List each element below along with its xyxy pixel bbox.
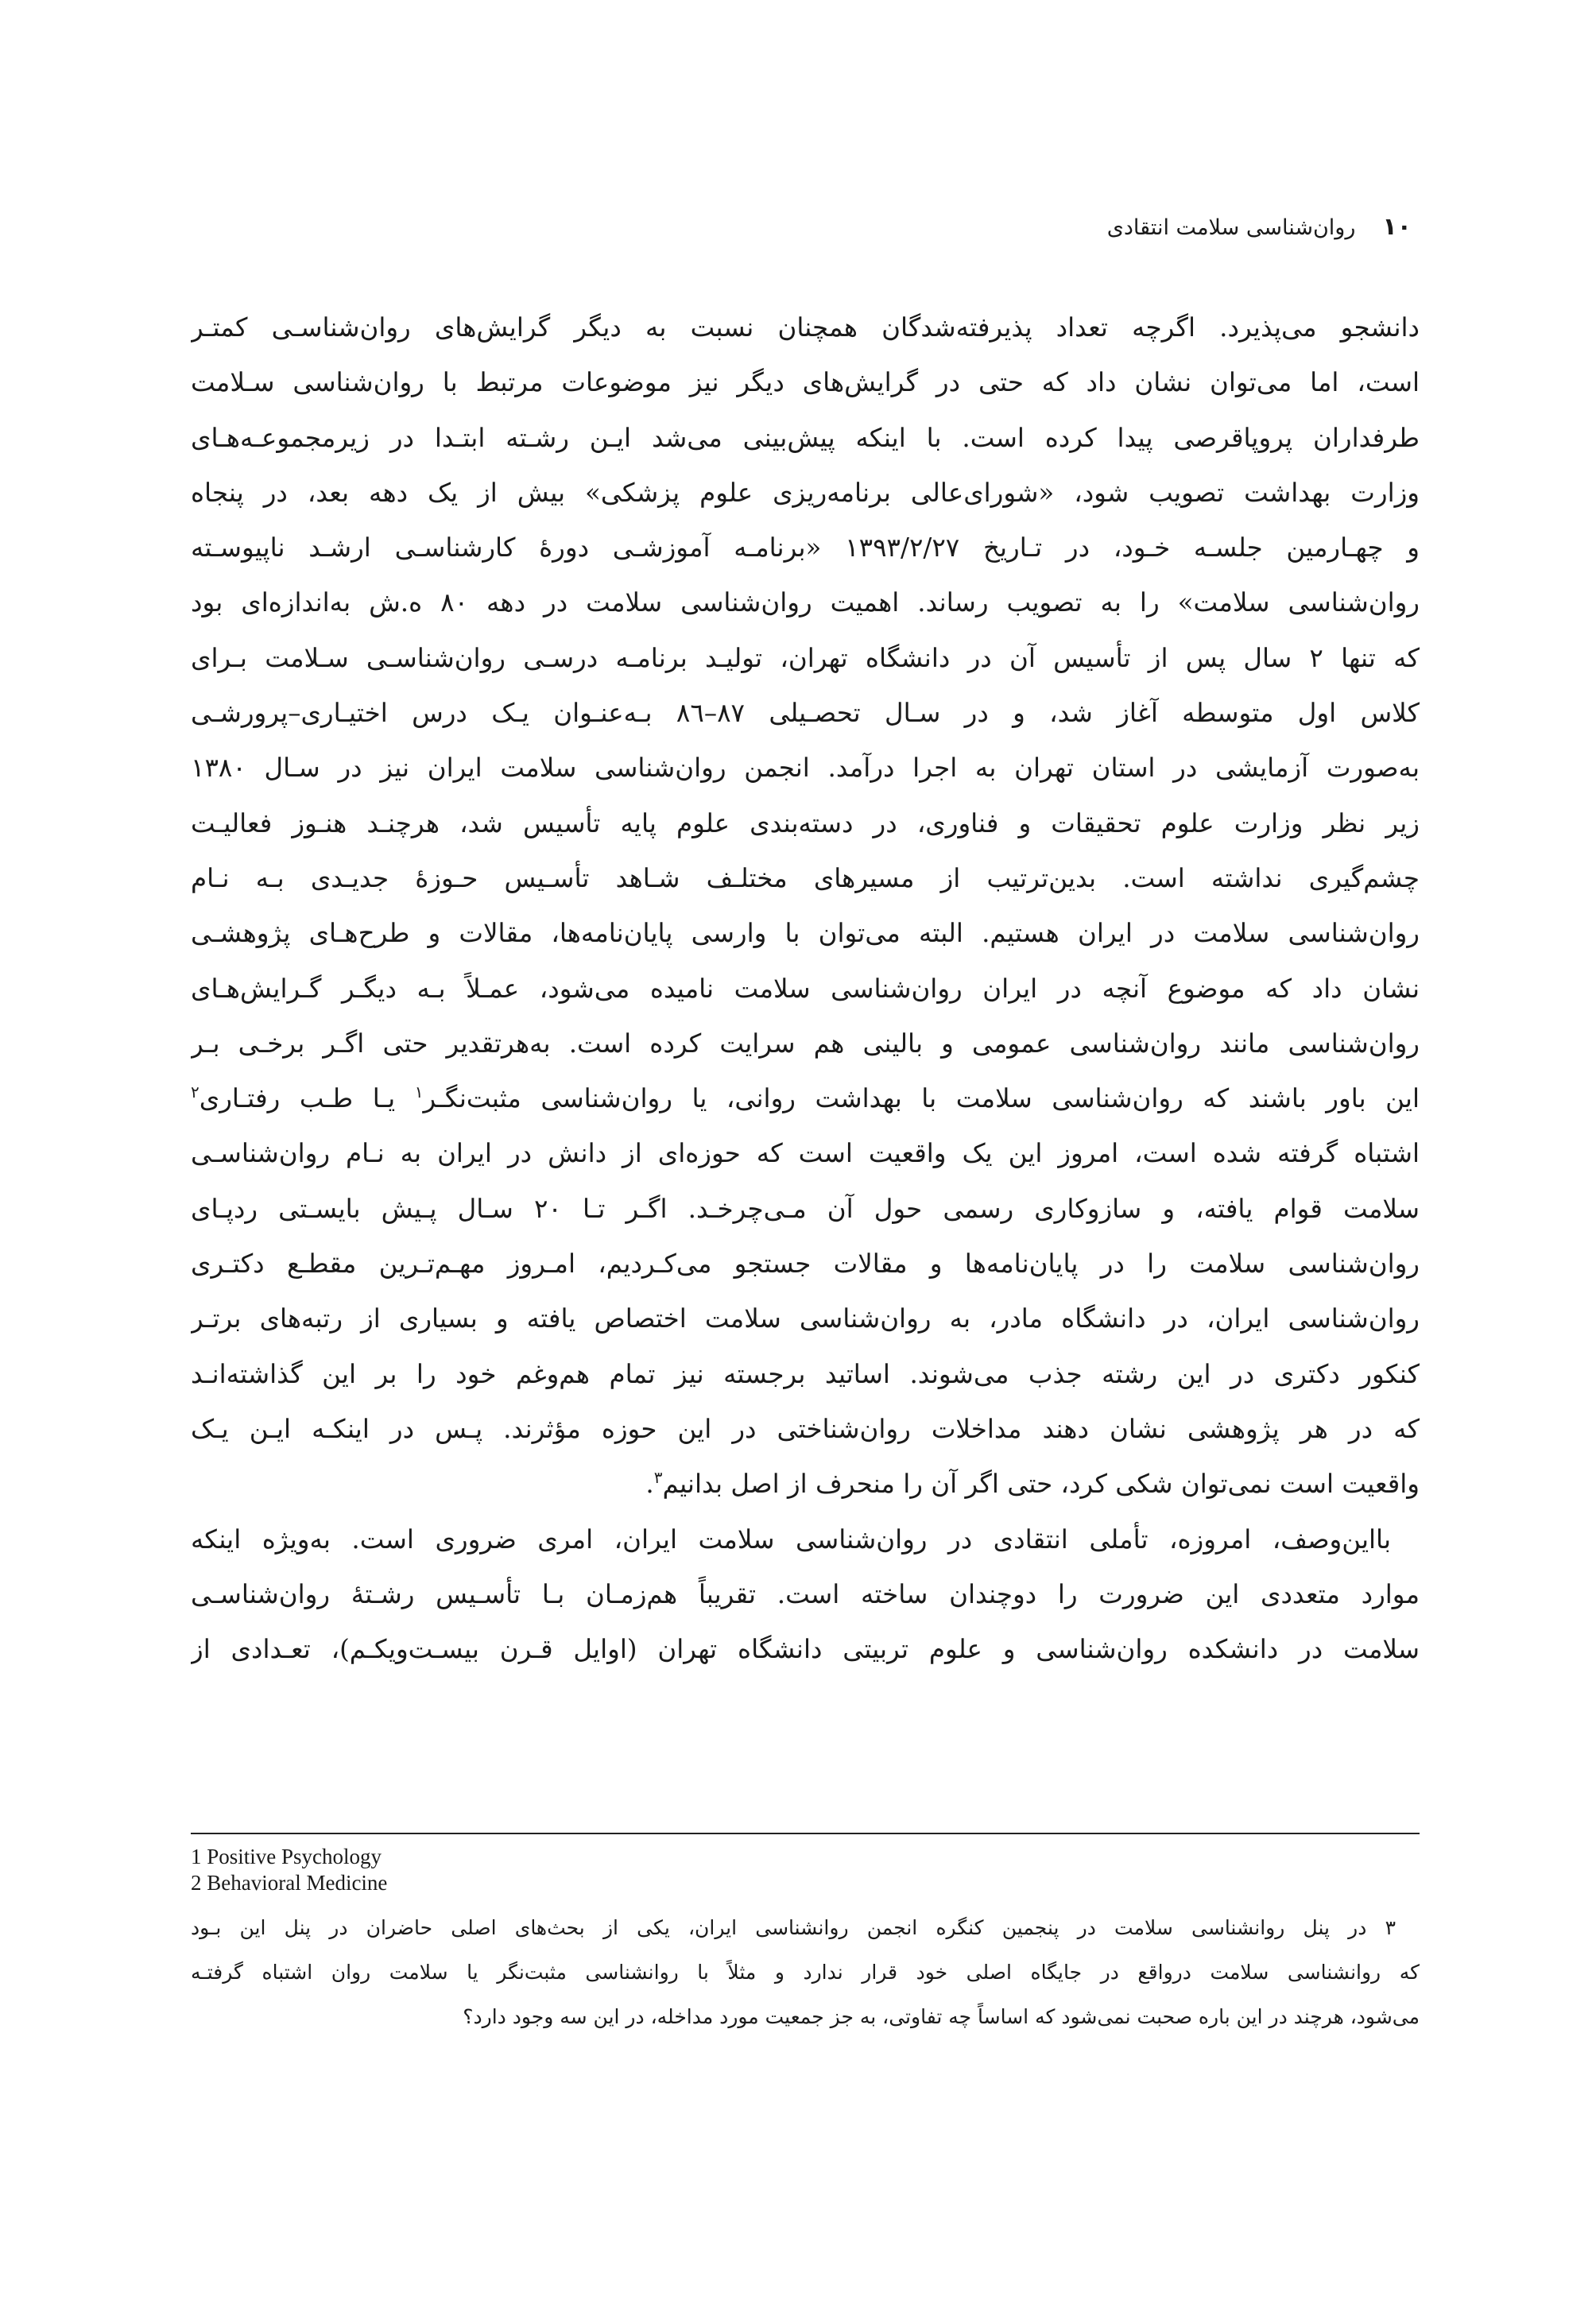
- page-number: ۱۰: [1382, 213, 1412, 241]
- body-line-with-footnote-refs: [191, 1071, 1420, 1126]
- body-line: و چهـارمین جلسـه خـود، در تـاریخ ۱۳۹۳/۲/۲۷ «برنامـه آموزشـی دورهٔ کارشناسـی ارشـد ناپیوسـته: [191, 532, 1420, 563]
- body-line: روان‌شناسی مانند روان‌شناسی عمومی و بالینی هم سرایت کرده است. به‌هرتقدیر حتی اگـر برخـی بـر: [191, 1028, 1420, 1059]
- body-line: کنکور دکتری در این رشته جذب می‌شوند. اساتید برجسته نیز تمام هم‌وغم خود را بر این گذاشته‌انـد: [191, 1358, 1420, 1389]
- paragraph-first-line: بااین‌وصف، امروزه، تأملی انتقادی در روان‌شناسی سلامت ایران، امری ضروری است. به‌ویژه اینکه: [191, 1524, 1391, 1555]
- footnote-2: 2 Behavioral Medicine: [191, 1871, 388, 1895]
- running-title: روان‌شناسی سلامت انتقادی: [1106, 215, 1356, 240]
- footnote-3: [191, 1906, 1420, 2039]
- body-line: که تنها ۲ سال پس از تأسیس آن در دانشگاه تهران، تولیـد برنامـه درسـی روان‌شناسـی سـلامت بـرای: [191, 642, 1420, 673]
- paragraph-last-line: [191, 1457, 1420, 1512]
- body-line: است، اما می‌توان نشان داد که حتی در گرایش‌های دیگر نیز موضوعات مرتبط با روان‌شناسی سـلامت: [191, 367, 1420, 398]
- footnote-ref-1[interactable]: ۱: [414, 1082, 424, 1102]
- footnote-line: که روانشناسی سلامت درواقع در جایگاه اصلی خود قرار ندارد و مثلاً با روانشناسی مثبت‌نگر یا سلامت روان اشتباه گرفتـه: [191, 1961, 1420, 1984]
- body-line: روان‌شناسی سلامت در ایران هستیم. البته می‌توان با وارسی پایان‌نامه‌ها، مقالات و طرح‌هـای پژوهشـی: [191, 918, 1420, 949]
- body-text: [191, 300, 1420, 1677]
- footnote-1: 1 Positive Psychology: [191, 1845, 382, 1868]
- running-header: [1107, 213, 1412, 241]
- body-line: که در هر پژوهشی نشان دهند مداخلات روان‌شناختی در این حوزه مؤثرند. پـس در اینکـه ایـن یـک: [191, 1413, 1420, 1444]
- body-line: اشتباه گرفته شده است، امروز این یک واقعیت است که حوزه‌ای از دانش در ایران به نـام روان‌شناسـی: [191, 1138, 1420, 1169]
- body-line-segment: یـا طـب رفتـاری: [199, 1083, 415, 1114]
- footnote-ref-2[interactable]: ۲: [191, 1082, 200, 1102]
- body-line: روان‌شناسی سلامت را در پایان‌نامه‌ها و مقالات جستجو می‌کـردیم، امـروز مهـم‌تـرین مقطـع دکتـری: [191, 1249, 1420, 1280]
- body-line-segment: .: [645, 1469, 654, 1500]
- body-line: سلامت قوام یافته، و سازوکاری رسمی حول آن مـی‌چرخـد. اگـر تـا ۲۰ سـال پـیش بایسـتی ردپـای: [191, 1193, 1420, 1224]
- body-line: نشان داد که موضوع آنچه در ایران روان‌شناسی سلامت نامیده می‌شود، عمـلاً بـه دیگـر گـرایش‌هـای: [191, 973, 1420, 1004]
- body-line: کلاس اول متوسطه آغاز شد، و در سـال تحصـیلی ۸۷–۸٦ بـه‌عنـوان یـک درس اختیـاری–پرورشـی: [191, 698, 1420, 729]
- footnotes-english: [191, 1844, 387, 1896]
- body-line: زیر نظر وزارت علوم تحقیقات و فناوری، در دسته‌بندی علوم پایه تأسیس شد، هرچنـد هنـوز فعالیـت: [191, 807, 1420, 838]
- body-line-segment: این باور باشند که روان‌شناسی سلامت با بهداشت روانی، یا روان‌شناسی مثبت‌نگـر: [423, 1083, 1420, 1114]
- footnote-line: می‌شود، هرچند در این باره صحبت نمی‌شود که اساساً چه تفاوتی، به جز جمعیت مورد مداخله، در این سه وجود دارد؟: [463, 2005, 1420, 2028]
- body-line: روان‌شناسی ایران، در دانشگاه مادر، به روان‌شناسی سلامت اختصاص یافته و بسیاری از رتبه‌های برتـر: [191, 1303, 1420, 1334]
- body-line: به‌صورت آزمایشی در استان تهران به اجرا درآمد. انجمن روان‌شناسی سلامت ایران نیز در سـال ۱۳۸۰: [191, 753, 1420, 784]
- footnote-line: ۳ در پنل روانشناسی سلامت در پنجمین کنگره انجمن روانشناسی ایران، یکی از بحث‌های اصلی حاضران در پنل این بـود: [191, 1916, 1396, 1939]
- body-line: سلامت در دانشکده روان‌شناسی و علوم تربیتی دانشگاه تهران (اوایل قـرن بیسـت‌ویکـم)، تعـدادی از: [191, 1634, 1420, 1665]
- body-line: وزارت بهداشت تصویب شود، «شورای‌عالی برنامه‌ریزی علوم پزشکی» بیش از یک دهه بعد، در پنجاه: [191, 477, 1420, 508]
- body-line: دانشجو می‌پذیرد. اگرچه تعداد پذیرفته‌شدگان همچنان نسبت به دیگر گرایش‌های روان‌شناسـی کمتـر: [191, 312, 1420, 343]
- footnote-separator: [191, 1833, 1420, 1834]
- body-line: طرفداران پروپاقرصی پیدا کرده است. با اینکه پیش‌بینی می‌شد ایـن رشـته ابتـدا در زیرمجموعـه‌هـای: [191, 422, 1420, 453]
- body-line: روان‌شناسی سلامت» را به تصویب رساند. اهمیت روان‌شناسی سلامت در دهه ۸۰ ه.ش به‌اندازه‌ای بود: [191, 587, 1420, 618]
- body-line: موارد متعددی این ضرورت را دوچندان ساخته است. تقریباً هم‌زمـان بـا تأسـیس رشـتهٔ روان‌شناسـی: [191, 1578, 1420, 1609]
- body-line: چشم‌گیری نداشته است. بدین‌ترتیب از مسیرهای مختلـف شـاهد تأسـیس حـوزهٔ جدیـدی بـه نـام: [191, 862, 1420, 893]
- body-line-segment: واقعیت است نمی‌توان شکی کرد، حتی اگر آن را منحرف از اصل بدانیم: [662, 1469, 1420, 1500]
- footnote-ref-3[interactable]: ۳: [653, 1468, 663, 1488]
